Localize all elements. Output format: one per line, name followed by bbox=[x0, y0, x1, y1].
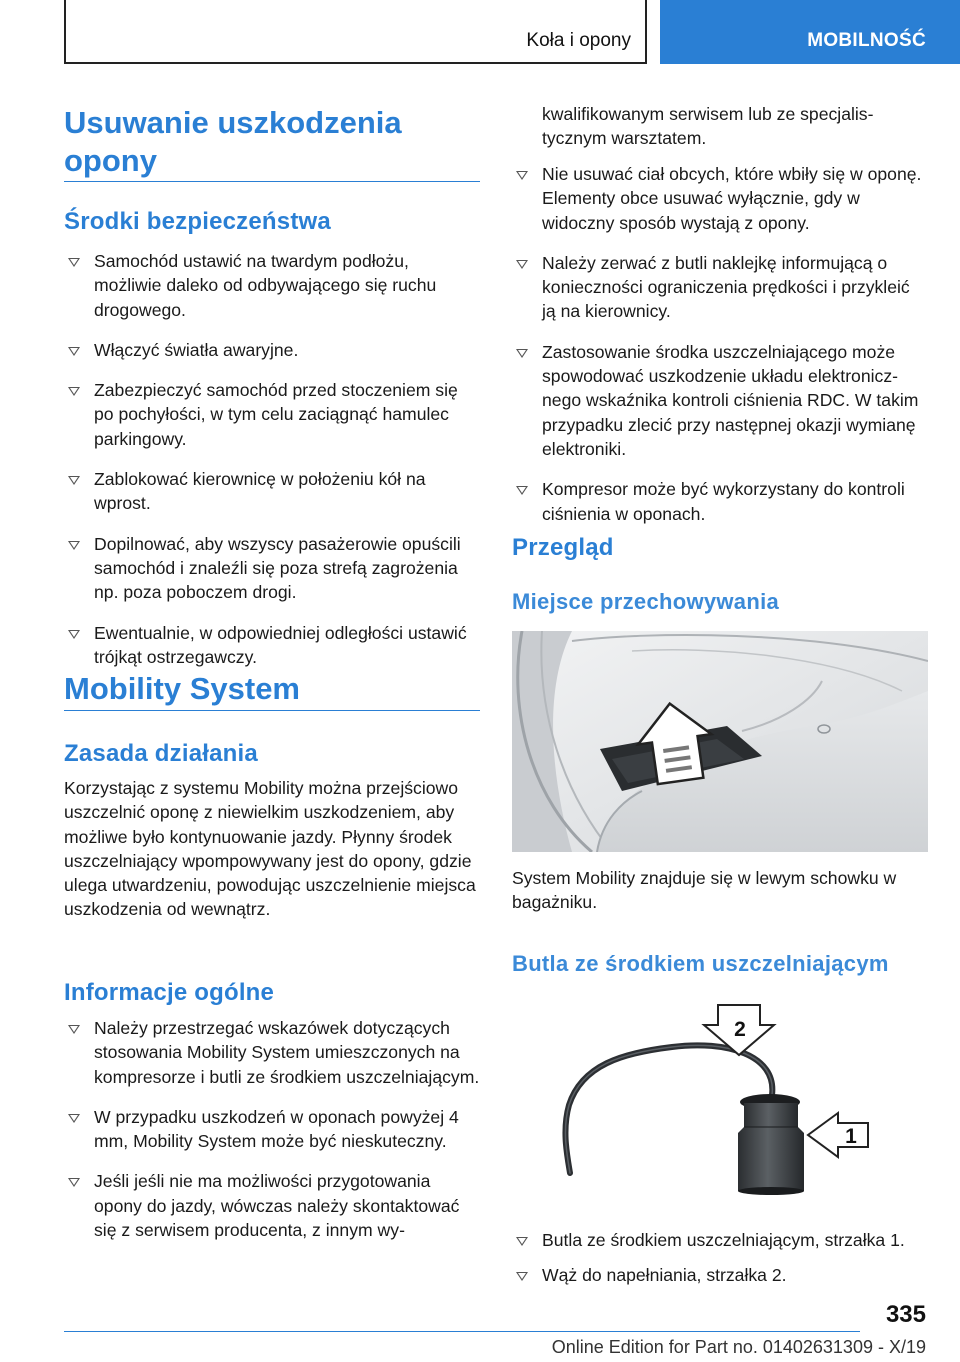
title-rule bbox=[64, 181, 480, 182]
list-item: Jeśli jeśli nie ma możliwości przygotowania opony do jazdy, wówczas należy skontaktować się z serwisem producenta, z innym wy- bbox=[64, 1169, 480, 1242]
list-item: Nie usuwać ciał obcych, które wbiły się w oponę. Elementy obce usuwać wyłącznie, gdy w widoczny sposób wystają z opony. bbox=[512, 162, 928, 235]
page-number: 335 bbox=[885, 1301, 926, 1328]
continued-text: kwalifikowanym serwisem lub ze specjalistycznym warsztatem. bbox=[542, 104, 874, 149]
list-item: Ewentualnie, w odpowiedniej odległości ustawić trójkąt ostrzegawczy. bbox=[64, 621, 480, 670]
trunk-illustration bbox=[512, 631, 928, 852]
list-item: Zabezpieczyć samochód przed stoczeniem się po pochyłości, w tym celu zaciągnąć hamulec parkingowy. bbox=[64, 378, 480, 451]
list-item: Zablokować kierownicę w położeniu kół na wprost. bbox=[64, 467, 480, 516]
heading-safety: Środki bezpieczeństwa bbox=[64, 208, 331, 235]
bullet-triangle-icon bbox=[68, 1114, 80, 1123]
heading-storage: Miejsce przechowywania bbox=[512, 589, 780, 614]
bullet-triangle-icon bbox=[516, 260, 528, 269]
list-item: Należy przestrzegać wskazówek dotyczących stosowania Mobility System umieszczonych na kompresorze i butli ze środkiem uszczelniającym. bbox=[64, 1016, 480, 1089]
bullet-triangle-icon bbox=[68, 476, 80, 485]
general-list bbox=[64, 1016, 480, 1258]
bullet-triangle-icon bbox=[68, 1178, 80, 1187]
list-item: Kompresor może być wykorzystany do kontroli ciśnienia w oponach. bbox=[512, 477, 928, 526]
title-rule bbox=[64, 710, 480, 711]
list-item: Butla ze środkiem uszczelniającym, strzałka 1. bbox=[512, 1228, 928, 1252]
list-item: Dopilnować, aby wszyscy pasażerowie opuścili samochód i znaleźli się poza strefą zagrożenia np. poza poboczem drogi. bbox=[64, 532, 480, 605]
bullet-triangle-icon bbox=[516, 486, 528, 495]
header-chapter-box bbox=[64, 0, 647, 64]
principle-text: Korzystając z systemu Mobility można przejściowo uszczelnić oponę z niewielkim uszkodzeniem, aby możliwe było kontynuowanie jazdy. Płynny środek uszczelniający wpompowywany jest do opony, gdzie ulega utwardzeniu, powodując uszczelnienie miejsca uszkodzenia od wewnątrz. bbox=[64, 778, 476, 920]
bullet-triangle-icon bbox=[516, 171, 528, 180]
bullet-triangle-icon bbox=[68, 387, 80, 396]
arrow-label-1: 1 bbox=[845, 1125, 857, 1148]
title-tire-repair-line2: opony bbox=[64, 143, 157, 178]
bullet-triangle-icon bbox=[516, 1272, 528, 1281]
heading-overview: Przegląd bbox=[512, 534, 614, 561]
bullet-triangle-icon bbox=[516, 1237, 528, 1246]
footer-edition: Online Edition for Part no. 01402631309 - X/19 bbox=[551, 1337, 926, 1357]
trunk-storage-photo bbox=[512, 631, 928, 852]
safety-list bbox=[64, 249, 480, 685]
list-item: W przypadku uszkodzeń w oponach powyżej 4 mm, Mobility System może być nieskuteczny. bbox=[64, 1105, 480, 1154]
heading-general-info: Informacje ogólne bbox=[64, 979, 275, 1006]
bullet-triangle-icon bbox=[516, 349, 528, 358]
list-item: Zastosowanie środka uszczelniającego może spowodować uszkodzenie układu elektronicznego wskaźnika kontroli ciśnienia RDC. W takim przypadku zlecić przy następnej okazji wymianę elektroniki. bbox=[512, 340, 928, 461]
footer-rule bbox=[64, 1331, 860, 1332]
heading-bottle: Butla ze środkiem uszczelniającym bbox=[512, 951, 889, 976]
bullet-triangle-icon bbox=[68, 347, 80, 356]
header-chapter: Koła i opony bbox=[526, 30, 631, 51]
list-item: Należy zerwać z butli naklejkę informującą o konieczności ograniczenia prędkości i przykleić ją na kierownicy. bbox=[512, 251, 928, 324]
list-item: Wąż do napełniania, strzałka 2. bbox=[512, 1263, 928, 1287]
list-item: Włączyć światła awaryjne. bbox=[64, 338, 480, 362]
storage-caption: System Mobility znajduje się w lewym schowku w bagażniku. bbox=[512, 868, 897, 913]
heading-principle: Zasada działania bbox=[64, 740, 258, 767]
title-mobility-system: Mobility System bbox=[64, 671, 300, 706]
bottle-list bbox=[512, 1228, 928, 1304]
bullet-triangle-icon bbox=[68, 541, 80, 550]
header-section-box bbox=[660, 0, 960, 64]
arrow-label-2: 2 bbox=[734, 1018, 746, 1041]
sealant-bottle-figure bbox=[512, 995, 928, 1195]
list-item: Samochód ustawić na twardym podłożu, możliwie daleko od odbywającego się ruchu drogowego. bbox=[64, 249, 480, 322]
general-list-continued bbox=[512, 162, 928, 542]
bullet-triangle-icon bbox=[68, 630, 80, 639]
header-section: MOBILNOŚĆ bbox=[807, 30, 926, 51]
bottle-illustration bbox=[512, 995, 928, 1195]
title-tire-repair-line1: Usuwanie uszkodzenia bbox=[64, 105, 402, 140]
bullet-triangle-icon bbox=[68, 258, 80, 267]
bullet-triangle-icon bbox=[68, 1025, 80, 1034]
